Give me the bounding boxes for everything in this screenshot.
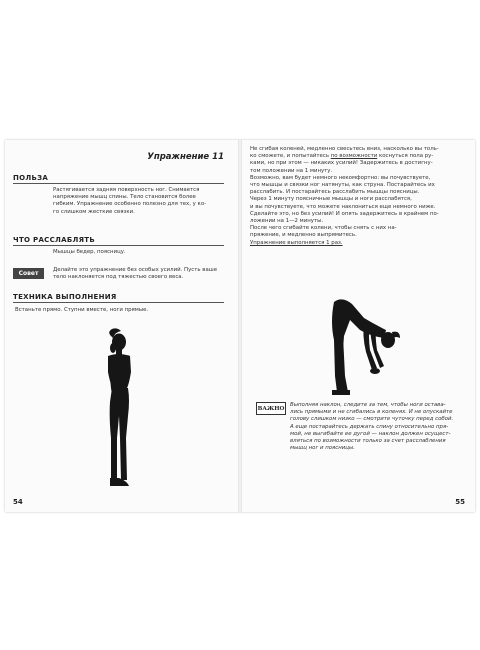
relax-heading: ЧТО РАССЛАБЛЯТЬ <box>13 236 224 246</box>
technique-text: Встаньте прямо. Ступни вместе, ноги прямые. <box>15 307 149 313</box>
right-page <box>242 140 475 512</box>
instruction-line: расслабить. И постарайтесь расслабить мышцы поясницы. <box>250 189 420 196</box>
benefit-text <box>53 187 233 216</box>
important-line: голову слишком низко — смотрите чуточку перед собой. <box>290 416 454 423</box>
tip-label: Совет <box>13 268 44 279</box>
important-line: лись прямыми и не сгибались в коленях. И не опускайте <box>290 409 453 416</box>
important-label: ВАЖНО <box>256 402 286 415</box>
page-number-right: 55 <box>455 498 465 506</box>
instruction-line: Упражнение выполняется 1 раз. <box>250 239 343 246</box>
important-line: Выполняя наклон, следите за тем, чтобы ноги остава- <box>290 402 446 408</box>
instruction-line: пряжение, и медленно выпрямитесь. <box>250 232 357 239</box>
page-number-left: 54 <box>13 498 23 506</box>
benefit-heading: ПОЛЬЗА <box>13 174 224 184</box>
important-text <box>290 402 472 452</box>
benefit-line: го слишком жесткие связки. <box>53 208 135 215</box>
instruction-line: что мышцы и связки ног натянуты, как струна. Постарайтесь их <box>250 182 435 189</box>
book-spread <box>5 140 475 512</box>
instruction-line: ками, но при этом — никаких усилий! Задержитесь в достигну- <box>250 160 433 167</box>
instruction-line: Через 1 минуту поясничные мышцы и ноги расслабятся, <box>250 196 412 203</box>
instruction-line: Возможно, вам будет немного некомфортно: вы почувствуете, <box>250 174 431 181</box>
important-line: мой, не выгибайте ее дугой — наклон должен осущест- <box>290 430 451 437</box>
instruction-line: После чего сгибайте колени, чтобы снять с них на- <box>250 225 397 232</box>
tip-line: тело наклоняется под тяжестью своего веса. <box>53 274 184 281</box>
benefit-line: напряжение мышц спины. Тело становится более <box>53 194 196 201</box>
important-line: мышц ног и поясницы. <box>290 445 355 452</box>
instruction-line: ложении на 1—2 минуты. <box>250 218 324 225</box>
instruction-line: том положении на 1 минуту. <box>250 167 333 174</box>
instruction-line: Сделайте это, но без усилий! И опять задержитесь в крайнем по- <box>250 210 439 217</box>
benefit-line: Растягивается задняя поверхность ног. Снимается <box>53 187 200 193</box>
left-page <box>5 140 238 512</box>
exercise-title: Упражнение 11 <box>147 152 224 162</box>
tip-text <box>53 267 233 281</box>
instruction-line: Не сгибая коленей, медленно свесьтесь вниз, насколько вы толь- <box>250 146 439 152</box>
tip-line: Делайте это упражнение без особых усилий. Пусть ваше <box>53 267 218 273</box>
important-line: А еще постарайтесь держать спину относительно пря- <box>290 423 449 430</box>
instruction-text <box>250 146 472 247</box>
standing-woman-illustration <box>93 328 145 492</box>
technique-heading: ТЕХНИКА ВЫПОЛНЕНИЯ <box>13 293 224 303</box>
instruction-line: ко сможете, и попытайтесь по возможности коснуться пола ру- <box>250 153 434 160</box>
instruction-line: и вы почувствуете, что можете наклониться еще немного ниже. <box>250 203 436 210</box>
relax-text: Мышцы бедер, поясницу. <box>53 249 126 255</box>
forward-bend-illustration <box>320 296 420 396</box>
benefit-line: гибким. Упражнение особенно полезно для тех, у ко- <box>53 201 207 208</box>
important-line: вляться по возможности только за счет расслабления <box>290 438 446 445</box>
